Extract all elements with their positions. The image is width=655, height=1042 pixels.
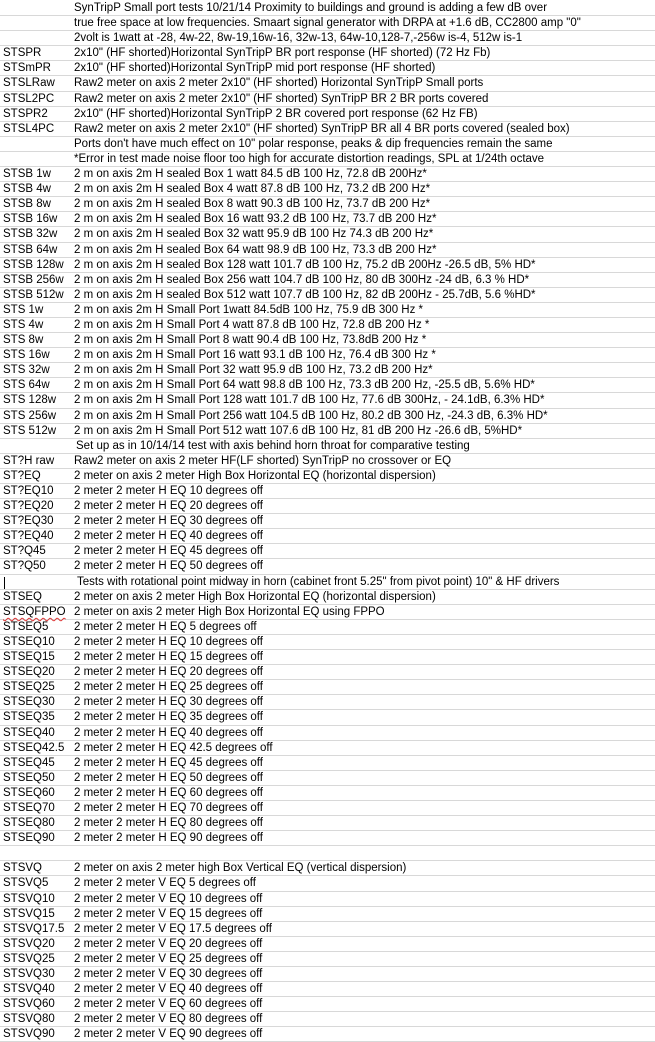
row-label-cell[interactable]: STSVQ40	[3, 983, 55, 996]
table-row[interactable]	[0, 288, 655, 303]
row-label-cell[interactable]: ST?EQ10	[3, 485, 54, 497]
row-label-cell[interactable]: STS 1w	[3, 303, 44, 316]
table-row[interactable]	[0, 393, 655, 408]
table-row[interactable]	[0, 318, 655, 333]
table-row[interactable]	[0, 454, 655, 469]
row-description-cell[interactable]: 2 meter 2 meter H EQ 20 degrees off	[74, 666, 263, 679]
row-label-cell[interactable]: STSVQ60	[3, 998, 55, 1011]
row-label-cell[interactable]: STS 128w	[3, 394, 57, 407]
row-label-cell[interactable]: STSB 128w	[3, 258, 64, 271]
row-description-cell[interactable]: 2 meter on axis 2 meter High Box Horizontal EQ using FPPO	[74, 605, 385, 618]
row-label-cell[interactable]: STSEQ	[3, 590, 42, 603]
table-row[interactable]	[0, 152, 655, 167]
table-row[interactable]	[0, 529, 655, 544]
table-row[interactable]	[0, 892, 655, 907]
table-row[interactable]	[0, 861, 655, 876]
row-label-cell[interactable]: STS 8w	[3, 334, 44, 347]
row-description-cell[interactable]: Raw2 meter on axis 2 meter 2x10" (HF shorted) SynTripP BR all 4 BR ports covered (sealed box)	[74, 122, 570, 135]
row-label-cell[interactable]: STS 16w	[3, 349, 50, 362]
row-description-cell[interactable]: 2 m on axis 2m H sealed Box 128 watt 101.7 dB 100 Hz, 75.2 dB 200Hz -26.5 dB, 5% HD*	[74, 258, 536, 271]
row-description-cell[interactable]: 2 meter 2 meter H EQ 70 degrees off	[74, 801, 263, 814]
table-row[interactable]	[0, 620, 655, 635]
table-row[interactable]	[0, 665, 655, 680]
row-label-cell[interactable]: STSVQ10	[3, 892, 55, 905]
row-label-cell[interactable]: STSVQ80	[3, 1013, 55, 1026]
row-label-cell[interactable]: STS 4w	[3, 318, 44, 331]
row-description-cell[interactable]: 2 meter 2 meter V EQ 60 degrees off	[74, 998, 263, 1011]
row-label-cell[interactable]: STSVQ25	[3, 952, 55, 965]
table-row[interactable]	[0, 726, 655, 741]
row-description-cell[interactable]: 2x10" (HF shorted)Horizontal SynTripP 2 BR covered port response (62 Hz FB)	[74, 107, 478, 120]
row-label-cell[interactable]: STSVQ90	[3, 1028, 55, 1041]
row-description-cell[interactable]: 2 m on axis 2m H Small Port 32 watt 95.9 dB 100 Hz, 73.2 dB 200 Hz*	[74, 364, 433, 377]
row-description-cell[interactable]: 2 m on axis 2m H Small Port 8 watt 90.4 dB 100 Hz, 73.8dB 200 Hz *	[74, 334, 427, 347]
table-row[interactable]	[0, 469, 655, 484]
row-description-cell[interactable]: 2x10" (HF shorted)Horizontal SynTripP mid port response (HF shorted)	[74, 62, 436, 75]
row-description-cell[interactable]: *Error in test made noise floor too high for accurate distortion readings, SPL at 1/24th octave	[74, 152, 545, 165]
row-label-cell[interactable]: ST?EQ20	[3, 500, 54, 513]
table-row[interactable]	[0, 997, 655, 1012]
row-label-cell[interactable]: STS 32w	[3, 364, 50, 377]
row-label-cell[interactable]: STSVQ5	[3, 877, 49, 890]
row-label-cell[interactable]: STS 512w	[3, 424, 57, 437]
table-row[interactable]	[0, 333, 655, 348]
table-row[interactable]	[0, 16, 655, 31]
row-description-cell[interactable]: 2 meter 2 meter V EQ 25 degrees off	[74, 952, 263, 965]
row-label-cell[interactable]: STSEQ90	[3, 832, 55, 845]
table-row[interactable]	[0, 409, 655, 424]
table-row[interactable]	[0, 967, 655, 982]
table-row[interactable]	[0, 544, 655, 559]
row-description-cell[interactable]: 2 meter 2 meter H EQ 35 degrees off	[74, 711, 263, 724]
row-description-cell[interactable]: 2 meter 2 meter H EQ 20 degrees off	[74, 500, 263, 513]
table-row[interactable]	[0, 741, 655, 756]
table-row[interactable]	[0, 1027, 655, 1042]
table-row[interactable]	[0, 303, 655, 318]
row-label-cell[interactable]: STSEQ25	[3, 681, 55, 694]
table-row[interactable]	[0, 831, 655, 846]
row-description-cell[interactable]: 2 meter 2 meter V EQ 40 degrees off	[74, 983, 263, 996]
table-row[interactable]	[0, 635, 655, 650]
table-row[interactable]	[0, 786, 655, 801]
row-label-cell[interactable]: STSB 32w	[3, 228, 58, 241]
row-description-cell[interactable]: Raw2 meter on axis 2 meter HF(LF shorted) SynTripP no crossover or EQ	[74, 454, 452, 467]
table-row[interactable]	[0, 363, 655, 378]
table-row[interactable]	[0, 258, 655, 273]
row-description-cell[interactable]: 2 m on axis 2m H Small Port 512 watt 107.6 dB 100 Hz, 81 dB 200 Hz -26.6 dB, 5%HD*	[74, 424, 523, 437]
row-description-cell[interactable]: 2 meter 2 meter V EQ 20 degrees off	[74, 937, 263, 950]
row-description-cell[interactable]: 2 meter 2 meter H EQ 30 degrees off	[74, 515, 263, 528]
row-description-cell[interactable]: 2volt is 1watt at -28, 4w-22, 8w-19,16w-16, 32w-13, 64w-10,128-7,-256w is-4, 512w is-1	[74, 32, 523, 45]
row-label-cell[interactable]: STSQFPPO	[3, 605, 66, 618]
row-description-cell[interactable]: 2 meter 2 meter H EQ 80 degrees off	[74, 817, 263, 830]
row-description-cell[interactable]: 2 meter 2 meter H EQ 30 degrees off	[74, 696, 263, 709]
table-row[interactable]	[0, 46, 655, 61]
table-row[interactable]	[0, 484, 655, 499]
table-row[interactable]	[0, 937, 655, 952]
table-row[interactable]	[0, 243, 655, 258]
row-label-cell[interactable]: STSVQ20	[3, 937, 55, 950]
table-row[interactable]	[0, 590, 655, 605]
table-row[interactable]	[0, 952, 655, 967]
table-row[interactable]	[0, 439, 655, 454]
row-description-cell[interactable]: 2 m on axis 2m H Small Port 256 watt 104.5 dB 100 Hz, 80.2 dB 300 Hz, -24.3 dB, 6.3% HD*	[74, 409, 548, 422]
table-row[interactable]	[0, 227, 655, 242]
row-label-cell[interactable]: STSEQ80	[3, 817, 55, 830]
row-description-cell[interactable]: 2 meter 2 meter V EQ 10 degrees off	[74, 892, 263, 905]
row-label-cell[interactable]: STSEQ40	[3, 726, 55, 739]
table-row[interactable]	[0, 771, 655, 786]
row-description-cell[interactable]: 2 m on axis 2m H sealed Box 256 watt 104.7 dB 100 Hz, 80 dB 300Hz -24 dB, 6.3 % HD*	[74, 273, 530, 286]
row-description-cell[interactable]: 2 meter 2 meter H EQ 90 degrees off	[74, 832, 263, 845]
table-row[interactable]	[0, 514, 655, 529]
table-row[interactable]	[0, 273, 655, 288]
row-description-cell[interactable]: 2 meter 2 meter H EQ 50 degrees off	[74, 771, 263, 784]
row-label-cell[interactable]: STSPR	[3, 47, 42, 60]
row-description-cell[interactable]: 2 m on axis 2m H sealed Box 512 watt 107.7 dB 100 Hz, 82 dB 200Hz - 25.7dB, 5.6 %HD*	[74, 288, 536, 301]
table-row[interactable]	[0, 982, 655, 997]
row-description-cell[interactable]: 2 meter 2 meter H EQ 10 degrees off	[74, 635, 263, 648]
row-description-cell[interactable]: 2 meter 2 meter V EQ 17.5 degrees off	[74, 922, 272, 935]
table-row[interactable]	[0, 1, 655, 16]
spreadsheet-document	[0, 1, 655, 1042]
row-label-cell[interactable]: STSEQ50	[3, 771, 55, 784]
row-label-cell[interactable]: STSEQ20	[3, 666, 55, 679]
row-label-cell[interactable]: STS 256w	[3, 409, 57, 422]
row-description-cell[interactable]: 2 meter 2 meter H EQ 45 degrees off	[74, 545, 263, 558]
row-description-cell[interactable]: SynTripP Small port tests 10/21/14 Proximity to buildings and ground is adding a few dB over	[74, 2, 548, 14]
row-description-cell[interactable]: Set up as in 10/14/14 test with axis behind horn throat for comparative testing	[76, 439, 470, 452]
row-description-cell[interactable]: 2 m on axis 2m H sealed Box 64 watt 98.9 dB 100 Hz, 73.3 dB 200 Hz*	[74, 243, 437, 256]
row-label-cell[interactable]: STSEQ15	[3, 651, 55, 664]
table-row[interactable]	[0, 816, 655, 831]
row-description-cell[interactable]: 2 m on axis 2m H Small Port 64 watt 98.8 dB 100 Hz, 73.3 dB 200 Hz, -25.5 dB, 5.6% HD*	[74, 379, 535, 392]
row-description-cell[interactable]: 2 m on axis 2m H sealed Box 4 watt 87.8 dB 100 Hz, 73.2 dB 200 Hz*	[74, 183, 431, 196]
table-row[interactable]	[0, 559, 655, 574]
row-description-cell[interactable]: 2 m on axis 2m H sealed Box 8 watt 90.3 dB 100 Hz, 73.7 dB 200 Hz*	[74, 198, 431, 211]
row-description-cell[interactable]: 2 m on axis 2m H Small Port 128 watt 101.7 dB 100 Hz, 77.6 dB 300Hz, - 24.1dB, 6.3% HD*	[74, 394, 545, 407]
row-description-cell[interactable]: 2 meter on axis 2 meter High Box Horizontal EQ (horizontal dispersion)	[74, 590, 436, 603]
row-description-cell[interactable]: 2 meter 2 meter H EQ 40 degrees off	[74, 726, 263, 739]
table-row[interactable]	[0, 212, 655, 227]
row-label-cell[interactable]: STSB 64w	[3, 243, 58, 256]
row-description-cell[interactable]: 2 meter 2 meter V EQ 15 degrees off	[74, 907, 263, 920]
table-row[interactable]	[0, 907, 655, 922]
table-row[interactable]	[0, 137, 655, 152]
row-label-cell[interactable]: STSEQ60	[3, 786, 55, 799]
table-row[interactable]	[0, 92, 655, 107]
table-row[interactable]	[0, 710, 655, 725]
row-label-cell[interactable]: ST?H raw	[3, 454, 55, 467]
table-row[interactable]	[0, 575, 655, 590]
table-row[interactable]	[0, 61, 655, 76]
text-cursor	[4, 577, 5, 589]
table-row[interactable]	[0, 31, 655, 46]
row-label-cell[interactable]: STS 64w	[3, 379, 50, 392]
row-label-cell[interactable]: STSEQ10	[3, 635, 55, 648]
row-description-cell[interactable]: 2 meter 2 meter H EQ 25 degrees off	[74, 681, 263, 694]
table-row[interactable]	[0, 876, 655, 891]
table-row[interactable]	[0, 197, 655, 212]
row-description-cell[interactable]: 2 meter 2 meter H EQ 40 degrees off	[74, 530, 263, 543]
row-label-cell[interactable]: ST?Q50	[3, 560, 46, 573]
row-label-cell[interactable]: STSVQ	[3, 862, 42, 875]
table-row[interactable]	[0, 107, 655, 122]
row-description-cell[interactable]: 2 meter 2 meter H EQ 50 degrees off	[74, 560, 263, 573]
table-row[interactable]	[0, 76, 655, 91]
table-row[interactable]	[0, 650, 655, 665]
row-label-cell[interactable]: STSB 512w	[3, 288, 64, 301]
row-description-cell[interactable]: 2 meter 2 meter H EQ 15 degrees off	[74, 651, 263, 664]
row-label-cell[interactable]: STSEQ35	[3, 711, 55, 724]
row-label-cell[interactable]: STSmPR	[3, 62, 51, 75]
row-description-cell[interactable]: 2 m on axis 2m H sealed Box 1 watt 84.5 dB 100 Hz, 72.8 dB 200Hz*	[74, 168, 427, 181]
row-description-cell[interactable]: 2 m on axis 2m H Small Port 4 watt 87.8 dB 100 Hz, 72.8 dB 200 Hz *	[74, 318, 430, 331]
table-row[interactable]	[0, 167, 655, 182]
row-description-cell[interactable]: true free space at low frequencies. Smaart signal generator with DRPA at +1.6 dB, CC2800 amp "0"	[74, 17, 581, 30]
row-label-cell[interactable]: STSL4PC	[3, 122, 55, 135]
table-row[interactable]	[0, 846, 655, 861]
row-label-cell[interactable]: STSEQ30	[3, 696, 55, 709]
row-label-cell[interactable]: STSVQ15	[3, 907, 55, 920]
row-description-cell[interactable]: 2 meter 2 meter H EQ 60 degrees off	[74, 786, 263, 799]
row-label-cell[interactable]: ST?EQ40	[3, 530, 54, 543]
row-label-cell[interactable]: STSB 1w	[3, 168, 51, 181]
table-row[interactable]	[0, 756, 655, 771]
row-description-cell[interactable]: Raw2 meter on axis 2 meter 2x10" (HF shorted) SynTripP BR 2 BR ports covered	[74, 92, 489, 105]
table-row[interactable]	[0, 499, 655, 514]
table-row[interactable]	[0, 182, 655, 197]
row-description-cell[interactable]: 2x10" (HF shorted)Horizontal SynTripP BR port response (HF shorted) (72 Hz Fb)	[74, 47, 491, 60]
table-row[interactable]	[0, 348, 655, 363]
row-description-cell[interactable]: 2 m on axis 2m H sealed Box 16 watt 93.2 dB 100 Hz, 73.7 dB 200 Hz*	[74, 213, 437, 226]
row-label-cell[interactable]: STSVQ17.5	[3, 922, 65, 935]
row-description-cell[interactable]: 2 meter 2 meter H EQ 45 degrees off	[74, 756, 263, 769]
table-row[interactable]	[0, 424, 655, 439]
row-description-cell[interactable]: Tests with rotational point midway in horn (cabinet front 5.25" from pivot point) 10" & HF drivers	[77, 575, 560, 588]
table-row[interactable]	[0, 122, 655, 137]
row-label-cell[interactable]: STSPR2	[3, 107, 48, 120]
row-description-cell[interactable]: 2 meter 2 meter V EQ 80 degrees off	[74, 1013, 263, 1026]
row-label-cell[interactable]: ST?Q45	[3, 545, 46, 558]
row-description-cell[interactable]: 2 meter on axis 2 meter high Box Vertical EQ (vertical dispersion)	[74, 862, 407, 875]
table-row[interactable]	[0, 378, 655, 393]
row-label-cell[interactable]: STSVQ30	[3, 968, 55, 980]
row-label-cell[interactable]: STSL2PC	[3, 92, 55, 105]
row-label-cell[interactable]: STSLRaw	[3, 77, 55, 90]
row-description-cell[interactable]: 2 meter 2 meter H EQ 10 degrees off	[74, 485, 263, 497]
table-row[interactable]	[0, 922, 655, 937]
row-description-cell[interactable]: 2 meter 2 meter H EQ 42.5 degrees off	[74, 741, 273, 754]
row-label-cell[interactable]: STSEQ45	[3, 756, 55, 769]
table-row[interactable]	[0, 1012, 655, 1027]
row-label-cell[interactable]: STSB 16w	[3, 213, 58, 226]
row-label-cell[interactable]: STSEQ5	[3, 620, 49, 633]
row-label-cell[interactable]: ST?EQ	[3, 469, 41, 482]
row-label-cell[interactable]: STSB 4w	[3, 183, 51, 196]
table-row[interactable]	[0, 801, 655, 816]
row-description-cell[interactable]: 2 m on axis 2m H Small Port 1watt 84.5dB 100 Hz, 75.9 dB 300 Hz *	[74, 303, 424, 316]
table-row[interactable]	[0, 605, 655, 620]
row-label-cell[interactable]: STSB 256w	[3, 273, 64, 286]
row-description-cell[interactable]: 2 meter 2 meter V EQ 90 degrees off	[74, 1028, 263, 1041]
row-description-cell[interactable]: 2 meter on axis 2 meter High Box Horizontal EQ (horizontal dispersion)	[74, 469, 436, 482]
row-description-cell[interactable]: 2 meter 2 meter V EQ 30 degrees off	[74, 968, 263, 980]
row-description-cell[interactable]: 2 m on axis 2m H sealed Box 32 watt 95.9 dB 100 Hz 74.3 dB 200 Hz*	[74, 228, 434, 241]
row-label-cell[interactable]: STSEQ70	[3, 801, 55, 814]
row-description-cell[interactable]: 2 meter 2 meter H EQ 5 degrees off	[74, 620, 257, 633]
table-row[interactable]	[0, 695, 655, 710]
table-row[interactable]	[0, 680, 655, 695]
row-description-cell[interactable]: Ports don't have much effect on 10" polar response, peaks & dip frequencies remain the same	[74, 137, 553, 150]
row-label-cell[interactable]: STSEQ42.5	[3, 741, 65, 754]
row-description-cell[interactable]: 2 m on axis 2m H Small Port 16 watt 93.1 dB 100 Hz, 76.4 dB 300 Hz *	[74, 349, 436, 362]
row-label-cell[interactable]: STSB 8w	[3, 198, 51, 211]
row-description-cell[interactable]: 2 meter 2 meter V EQ 5 degrees off	[74, 877, 256, 890]
row-label-cell[interactable]: ST?EQ30	[3, 515, 54, 528]
row-description-cell[interactable]: Raw2 meter on axis 2 meter 2x10" (HF shorted) Horizontal SynTripP Small ports	[74, 77, 484, 90]
